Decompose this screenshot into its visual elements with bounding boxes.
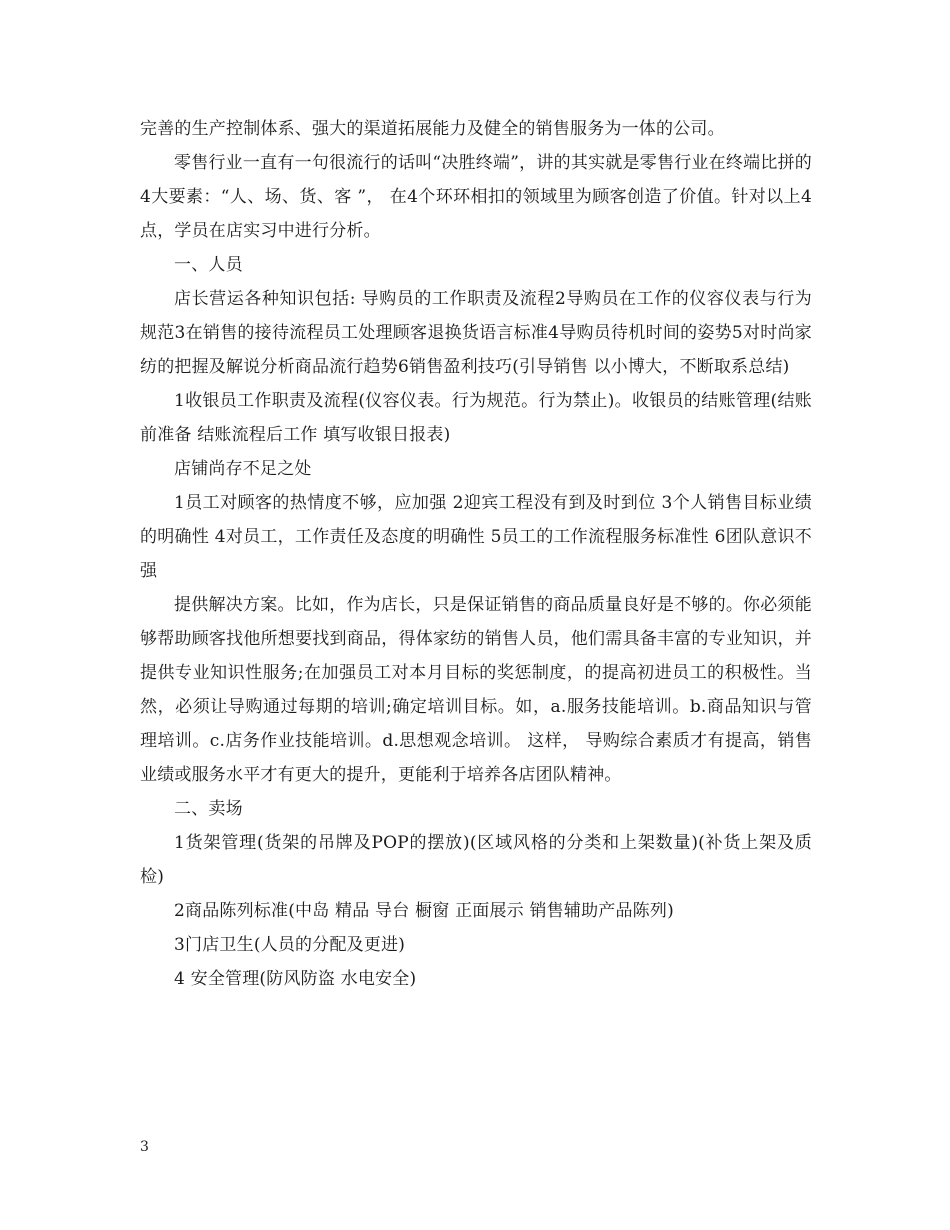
paragraph-shortcomings-list: 1员工对顾客的热情度不够，应加强 2迎宾工程没有到及时到位 3个人销售目标业绩的明确性 4对员工，工作责任及态度的明确性 5员工的工作流程服务标准性 6团队意识不强 <box>140 493 812 581</box>
paragraph-1: 完善的生产控制体系、强大的渠道拓展能力及健全的销售服务为一体的公司。 <box>140 119 725 139</box>
subheading-shortcomings: 店铺尚存不足之处 <box>174 459 312 479</box>
paragraph-cashier: 1收银员工作职责及流程(仪容仪表。行为规范。行为禁止)。收银员的结账管理(结账前准备 结账流程后工作 填写收银日报表) <box>140 391 812 445</box>
paragraph-2: 零售行业一直有一句很流行的话叫“决胜终端”，讲的其实就是零售行业在终端比拼的4大要素：“人、场、货、客 ”， 在4个环环相扣的领域里为顾客创造了价值。针对以上4点，学员在店实习中进行分析。 <box>140 153 812 241</box>
list-item-safety-management: 4 安全管理(防风防盗 水电安全) <box>174 969 417 989</box>
paragraph-store-manager: 店长营运各种知识包括: 导购员的工作职责及流程2导购员在工作的仪容仪表与行为规范3在销售的接待流程员工处理顾客退换货语言标准4导购员待机时间的姿势5对时尚家纺的把握及解说分析商品流行趋势6销售盈利技巧(引导销售 以小博大，不断取系总结) <box>140 289 812 377</box>
section-heading-personnel: 一、人员 <box>174 255 243 275</box>
document-body <box>140 112 812 996</box>
section-heading-store-floor: 二、卖场 <box>174 799 243 819</box>
page-number: 3 <box>140 1139 149 1155</box>
list-item-store-hygiene: 3门店卫生(人员的分配及更进) <box>174 935 406 955</box>
list-item-display-standard: 2商品陈列标准(中岛 精品 导台 橱窗 正面展示 销售辅助产品陈列) <box>174 901 674 921</box>
paragraph-solutions: 提供解决方案。比如，作为店长，只是保证销售的商品质量良好是不够的。你必须能够帮助顾客找他所想要找到商品，得体家纺的销售人员，他们需具备丰富的专业知识，并提供专业知识性服务;在加强员工对本月目标的奖惩制度，的提高初进员工的积极性。当然，必须让导购通过每期的培训;确定培训目标。如，a.服务技能培训。b.商品知识与管理培训。c.店务作业技能培训。d.思想观念培训。 这样， 导购综合素质才有提高，销售业绩或服务水平才有更大的提升，更能利于培养各店团队精神。 <box>140 595 812 785</box>
list-item-shelf-management: 1货架管理(货架的吊牌及POP的摆放)(区域风格的分类和上架数量)(补货上架及质检) <box>140 833 812 887</box>
